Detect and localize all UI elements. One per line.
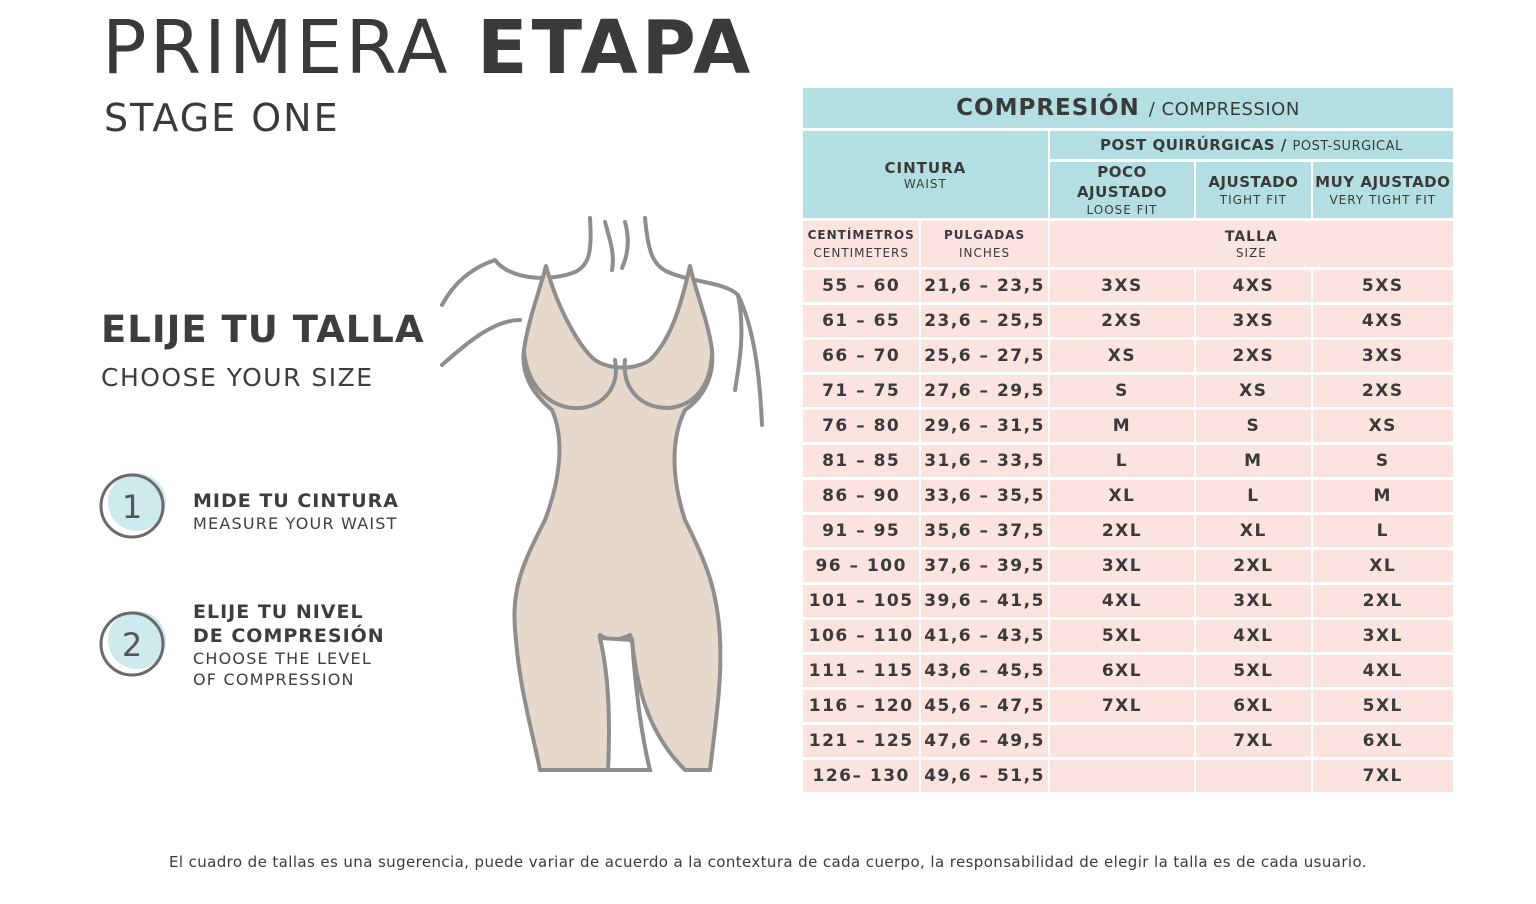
very-tight-fit-cell: XL bbox=[1313, 550, 1453, 582]
tight-fit-cell: 5XL bbox=[1196, 655, 1310, 687]
waist-in-cell: 39,6 – 41,5 bbox=[921, 585, 1047, 617]
size-chart-table bbox=[801, 85, 1455, 795]
table-row bbox=[803, 480, 1453, 512]
table-row bbox=[803, 410, 1453, 442]
loose-fit-cell: 7XL bbox=[1050, 690, 1194, 722]
waist-in-cell: 41,6 – 43,5 bbox=[921, 620, 1047, 652]
page-title: PRIMERA ETAPA bbox=[102, 5, 755, 91]
tight-fit-cell: M bbox=[1196, 445, 1310, 477]
waist-in-cell: 43,6 – 45,5 bbox=[921, 655, 1047, 687]
tight-fit-cell: L bbox=[1196, 480, 1310, 512]
tight-fit-cell: 4XS bbox=[1196, 270, 1310, 302]
tight-fit-cell: S bbox=[1196, 410, 1310, 442]
table-row bbox=[803, 340, 1453, 372]
choose-size-subheading: CHOOSE YOUR SIZE bbox=[101, 363, 374, 392]
waist-cm-cell: 116 – 120 bbox=[803, 690, 919, 722]
very-tight-fit-cell: 5XL bbox=[1313, 690, 1453, 722]
bodysuit-illustration bbox=[440, 210, 770, 780]
loose-fit-cell: 4XL bbox=[1050, 585, 1194, 617]
waist-in-cell: 45,6 – 47,5 bbox=[921, 690, 1047, 722]
choose-size-heading: ELIJE TU TALLA bbox=[101, 308, 425, 351]
tight-fit-cell: 7XL bbox=[1196, 725, 1310, 757]
waist-in-cell: 29,6 – 31,5 bbox=[921, 410, 1047, 442]
loose-fit-cell: XS bbox=[1050, 340, 1194, 372]
tight-fit-cell: 3XS bbox=[1196, 305, 1310, 337]
very-tight-fit-cell: 7XL bbox=[1313, 760, 1453, 792]
loose-fit-header: POCO AJUSTADO LOOSE FIT bbox=[1050, 162, 1194, 218]
table-row bbox=[803, 585, 1453, 617]
tight-fit-cell: 2XL bbox=[1196, 550, 1310, 582]
loose-fit-cell: S bbox=[1050, 375, 1194, 407]
waist-header: CINTURA WAIST bbox=[803, 131, 1048, 218]
loose-fit-cell: 5XL bbox=[1050, 620, 1194, 652]
very-tight-fit-cell: L bbox=[1313, 515, 1453, 547]
waist-in-cell: 27,6 – 29,5 bbox=[921, 375, 1047, 407]
waist-cm-cell: 81 – 85 bbox=[803, 445, 919, 477]
waist-cm-cell: 101 – 105 bbox=[803, 585, 919, 617]
step-2-subtitle-line1: CHOOSE THE LEVEL bbox=[193, 649, 372, 668]
step-1-title: MIDE TU CINTURA bbox=[193, 490, 399, 512]
waist-in-cell: 49,6 – 51,5 bbox=[921, 760, 1047, 792]
waist-cm-cell: 55 – 60 bbox=[803, 270, 919, 302]
tight-fit-cell bbox=[1196, 760, 1310, 792]
tight-fit-header: AJUSTADO TIGHT FIT bbox=[1196, 162, 1310, 218]
table-row bbox=[803, 760, 1453, 792]
table-row bbox=[803, 270, 1453, 302]
size-header: TALLA SIZE bbox=[1050, 221, 1453, 267]
waist-in-cell: 25,6 – 27,5 bbox=[921, 340, 1047, 372]
waist-in-cell: 23,6 – 25,5 bbox=[921, 305, 1047, 337]
compression-header: COMPRESIÓN / COMPRESSION bbox=[803, 88, 1453, 128]
very-tight-fit-cell: 2XL bbox=[1313, 585, 1453, 617]
step-number-badge: 1 bbox=[99, 474, 165, 540]
disclaimer-footer: El cuadro de tallas es una sugerencia, puede variar de acuerdo a la contextura de cada cuerpo, la responsabilidad de elegir la talla es de cada usuario. bbox=[169, 853, 1367, 871]
step-1-subtitle: MEASURE YOUR WAIST bbox=[193, 514, 398, 533]
inches-header: PULGADAS INCHES bbox=[921, 221, 1047, 267]
step-number-badge: 2 bbox=[99, 612, 165, 678]
tight-fit-cell: 2XS bbox=[1196, 340, 1310, 372]
table-row bbox=[803, 550, 1453, 582]
loose-fit-cell bbox=[1050, 725, 1194, 757]
very-tight-fit-cell: 4XS bbox=[1313, 305, 1453, 337]
waist-in-cell: 35,6 – 37,5 bbox=[921, 515, 1047, 547]
very-tight-fit-header: MUY AJUSTADO VERY TIGHT FIT bbox=[1313, 162, 1453, 218]
very-tight-fit-cell: S bbox=[1313, 445, 1453, 477]
loose-fit-cell bbox=[1050, 760, 1194, 792]
waist-cm-cell: 66 – 70 bbox=[803, 340, 919, 372]
very-tight-fit-cell: 3XL bbox=[1313, 620, 1453, 652]
loose-fit-cell: 3XL bbox=[1050, 550, 1194, 582]
waist-cm-cell: 71 – 75 bbox=[803, 375, 919, 407]
table-row bbox=[803, 725, 1453, 757]
table-row bbox=[803, 655, 1453, 687]
table-row bbox=[803, 305, 1453, 337]
step-2-subtitle-line2: OF COMPRESSION bbox=[193, 670, 355, 689]
waist-cm-cell: 126– 130 bbox=[803, 760, 919, 792]
post-surgical-header: POST QUIRÚRGICAS / POST-SURGICAL bbox=[1050, 131, 1453, 159]
tight-fit-cell: 4XL bbox=[1196, 620, 1310, 652]
loose-fit-cell: 6XL bbox=[1050, 655, 1194, 687]
tight-fit-cell: 3XL bbox=[1196, 585, 1310, 617]
waist-in-cell: 31,6 – 33,5 bbox=[921, 445, 1047, 477]
waist-cm-cell: 111 – 115 bbox=[803, 655, 919, 687]
loose-fit-cell: L bbox=[1050, 445, 1194, 477]
page-subtitle: STAGE ONE bbox=[104, 96, 340, 140]
waist-in-cell: 47,6 – 49,5 bbox=[921, 725, 1047, 757]
tight-fit-cell: 6XL bbox=[1196, 690, 1310, 722]
waist-in-cell: 37,6 – 39,5 bbox=[921, 550, 1047, 582]
waist-cm-cell: 121 – 125 bbox=[803, 725, 919, 757]
very-tight-fit-cell: 3XS bbox=[1313, 340, 1453, 372]
loose-fit-cell: 2XL bbox=[1050, 515, 1194, 547]
step-2-title-line1: ELIJE TU NIVEL bbox=[193, 601, 364, 623]
table-row bbox=[803, 690, 1453, 722]
tight-fit-cell: XL bbox=[1196, 515, 1310, 547]
table-row bbox=[803, 620, 1453, 652]
waist-in-cell: 21,6 – 23,5 bbox=[921, 270, 1047, 302]
waist-in-cell: 33,6 – 35,5 bbox=[921, 480, 1047, 512]
table-row bbox=[803, 445, 1453, 477]
waist-cm-cell: 91 – 95 bbox=[803, 515, 919, 547]
table-row bbox=[803, 515, 1453, 547]
tight-fit-cell: XS bbox=[1196, 375, 1310, 407]
step-2-title-line2: DE COMPRESIÓN bbox=[193, 625, 385, 647]
waist-cm-cell: 96 – 100 bbox=[803, 550, 919, 582]
waist-cm-cell: 106 – 110 bbox=[803, 620, 919, 652]
loose-fit-cell: XL bbox=[1050, 480, 1194, 512]
very-tight-fit-cell: 2XS bbox=[1313, 375, 1453, 407]
loose-fit-cell: 3XS bbox=[1050, 270, 1194, 302]
waist-cm-cell: 61 – 65 bbox=[803, 305, 919, 337]
table-row bbox=[803, 375, 1453, 407]
very-tight-fit-cell: M bbox=[1313, 480, 1453, 512]
centimeters-header: CENTÍMETROS CENTIMETERS bbox=[803, 221, 919, 267]
very-tight-fit-cell: 4XL bbox=[1313, 655, 1453, 687]
waist-cm-cell: 76 – 80 bbox=[803, 410, 919, 442]
loose-fit-cell: M bbox=[1050, 410, 1194, 442]
very-tight-fit-cell: 6XL bbox=[1313, 725, 1453, 757]
very-tight-fit-cell: 5XS bbox=[1313, 270, 1453, 302]
very-tight-fit-cell: XS bbox=[1313, 410, 1453, 442]
waist-cm-cell: 86 – 90 bbox=[803, 480, 919, 512]
loose-fit-cell: 2XS bbox=[1050, 305, 1194, 337]
